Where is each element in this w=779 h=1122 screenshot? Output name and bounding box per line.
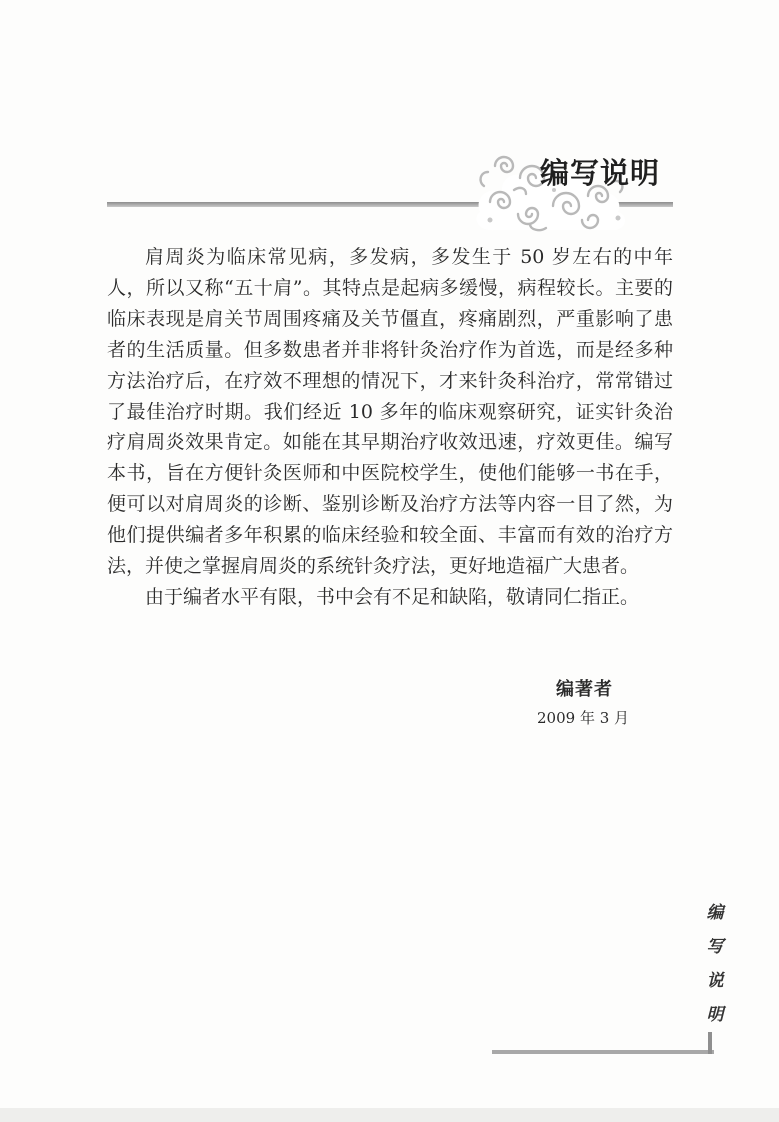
side-tab-char: 写 [706,937,724,957]
chapter-header [0,140,779,240]
page-title: 编写说明 [540,156,661,190]
paragraph-1: 肩周炎为临床常见病，多发病，多发生于 50 岁左右的中年人，所以又称“五十肩”。其特点是起病多缓慢，病程较长。主要的临床表现是肩关节周围疼痛及关节僵直，疼痛剧烈，严重影响了患者的生活质量。但多数患者并非将针灸治疗作为首选，而是经多种方法治疗后，在疗效不理想的情况下，才来针灸科治疗，常常错过了最佳治疗时期。我们经近 10 多年的临床观察研究，证实针灸治疗肩周炎效果肯定。如能在其早期治疗收效迅速，疗效更佳。编写本书，旨在方便针灸医师和中医院校学生，使他们能够一书在手，便可以对肩周炎的诊断、鉴别诊断及治疗方法等内容一目了然，为他们提供编者多年积累的临床经验和较全面、丰富而有效的治疗方法，并使之掌握肩周炎的系统针灸疗法，更好地造福广大患者。 [107,246,673,578]
author-signature: 编著者 [556,679,613,700]
side-tab-char: 说 [706,971,724,991]
signature-date: 2009 年 3 月 [537,709,630,727]
side-tab-char: 明 [706,1005,724,1025]
side-tab-char: 编 [706,903,724,923]
page-bottom-edge [0,1108,779,1122]
body-text [107,242,673,613]
side-tab-label [700,896,730,1032]
corner-bracket [492,1032,716,1056]
paragraph-2: 由于编者水平有限，书中会有不足和缺陷，敬请同仁指正。 [145,585,640,608]
